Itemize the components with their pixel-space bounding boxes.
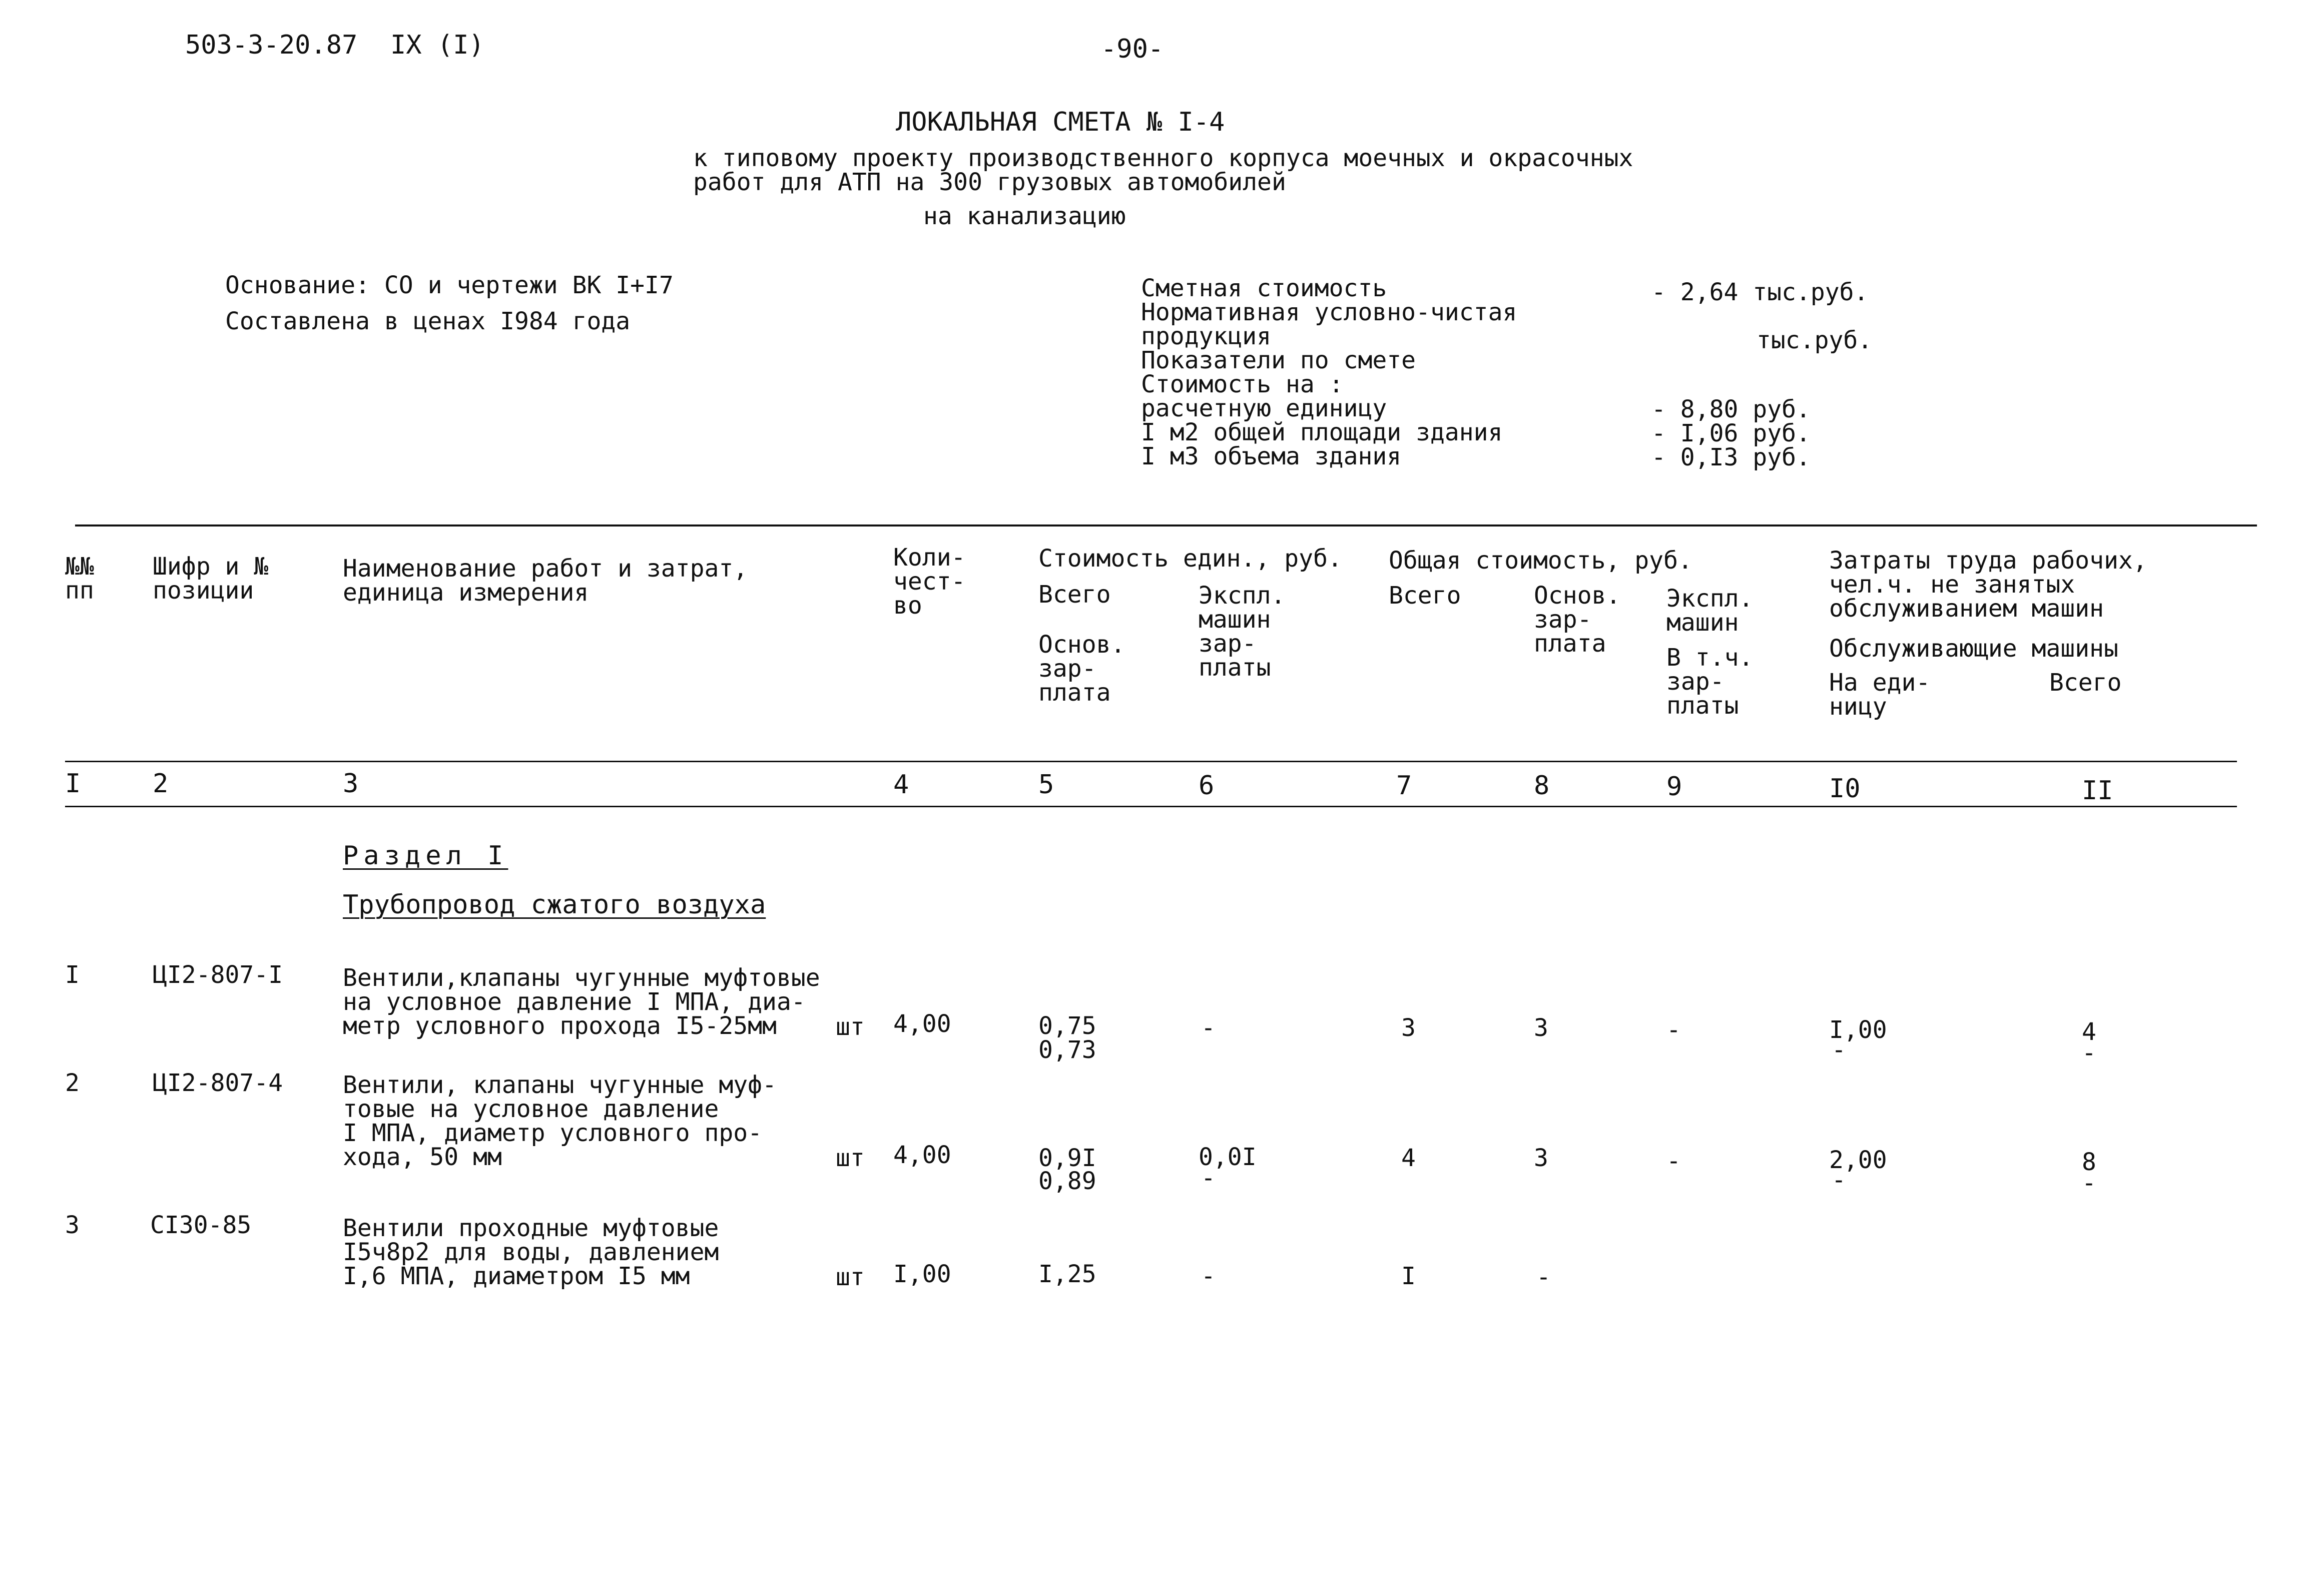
row-unit-total: I,25 — [1038, 1260, 1096, 1288]
title-subline-3: на канализацию — [923, 202, 1126, 230]
row-total-machines: - — [1666, 1147, 1681, 1175]
document-title: ЛОКАЛЬНАЯ СМЕТА № I-4 — [896, 107, 1225, 137]
col-header-number: №№ пп — [65, 553, 94, 605]
row-total-wage: 3 — [1534, 1014, 1548, 1042]
cost-label-indicators: Показатели по смете — [1141, 346, 1416, 374]
column-number-6: 6 — [1199, 771, 1215, 801]
column-number-7: 7 — [1396, 771, 1412, 801]
row-labor-total: 4 — [2082, 1018, 2096, 1046]
row-unit-wage: 0,89 — [1038, 1167, 1096, 1195]
column-number-4: 4 — [893, 770, 909, 800]
column-number-11: II — [2082, 776, 2113, 806]
section-subtitle: Трубопровод сжатого воздуха — [343, 890, 766, 920]
row-labor-total-sub: - — [2082, 1169, 2096, 1197]
row-unit: шт — [836, 1013, 865, 1041]
col-header-total-total: Всего — [1389, 582, 1461, 610]
cost-value-estimated: - 2,64 тыс.руб. — [1651, 278, 1869, 306]
col-header-total-machines: Экспл. машин — [1666, 585, 1754, 637]
title-subline-1: к типовому проекту производственного корпуса моечных и окрасочных — [693, 144, 1633, 172]
row-number: 3 — [65, 1211, 80, 1239]
row-unit-machines: - — [1201, 1014, 1216, 1042]
row-labor-per-unit: 2,00 — [1829, 1146, 1887, 1174]
col-header-unit-cost: Стоимость един., руб. — [1038, 545, 1342, 573]
cost-label-net-product: Нормативная условно-чистая — [1141, 298, 1517, 326]
col-header-labor: Затраты труда рабочих, чел.ч. не занятых обслуживанием машин — [1829, 547, 2147, 623]
row-total: 4 — [1401, 1144, 1416, 1172]
row-unit-total: 0,9I — [1038, 1144, 1096, 1172]
table-top-rule — [75, 524, 2257, 526]
row-unit-machines-sub: - — [1201, 1164, 1216, 1192]
header-bottom-rule — [65, 761, 2237, 762]
cost-label-m2: I м2 общей площади здания — [1141, 418, 1503, 446]
cost-value-per-m2: - I,06 руб. — [1651, 419, 1811, 447]
cost-label-m3: I м3 объема здания — [1141, 442, 1402, 470]
row-labor-per-unit: I,00 — [1829, 1016, 1887, 1044]
row-number: 2 — [65, 1069, 80, 1097]
col-header-unit-machines: Экспл. машин зар- платы — [1199, 582, 1286, 682]
row-unit-wage: 0,73 — [1038, 1036, 1096, 1064]
price-year-line: Составлена в ценах I984 года — [225, 307, 631, 335]
column-number-10: I0 — [1829, 774, 1861, 804]
column-number-1: I — [65, 769, 81, 799]
column-numbers-rule — [65, 806, 2237, 807]
row-unit: шт — [836, 1144, 865, 1172]
row-labor-total: 8 — [2082, 1148, 2096, 1176]
row-quantity: 4,00 — [893, 1141, 951, 1169]
col-header-quantity: Коли- чест- во — [893, 544, 966, 620]
col-header-labor-per-unit: На еди- ницу — [1829, 669, 1931, 721]
row-total: 3 — [1401, 1014, 1416, 1042]
col-header-code: Шифр и № позиции — [153, 553, 269, 605]
column-number-9: 9 — [1666, 772, 1682, 802]
row-description: Вентили, клапаны чугунные муф- товые на условное давление I МПА, диаметр условного про- хода, 50 мм — [343, 1071, 777, 1171]
row-quantity: 4,00 — [893, 1010, 951, 1038]
cost-value-net-product: тыс.руб. — [1757, 326, 1873, 354]
row-total: I — [1401, 1262, 1416, 1290]
column-number-2: 2 — [153, 769, 169, 799]
row-quantity: I,00 — [893, 1260, 951, 1288]
column-number-3: 3 — [343, 769, 359, 799]
row-code: ЦI2-807-4 — [153, 1069, 283, 1097]
row-labor-total-sub: - — [2082, 1039, 2096, 1067]
cost-label-product: продукция — [1141, 322, 1272, 350]
col-header-total-wage: Основ. зар- плата — [1534, 582, 1621, 658]
row-total-machines: - — [1666, 1016, 1681, 1044]
row-code: СI30-85 — [150, 1211, 252, 1239]
page-number: -90- — [1101, 34, 1164, 64]
cost-label-cost-per: Стоимость на : — [1141, 370, 1344, 398]
cost-label-unit: расчетную единицу — [1141, 394, 1387, 422]
row-unit-machines: - — [1201, 1262, 1216, 1290]
col-header-total-machines-wage: В т.ч. зар- платы — [1666, 644, 1754, 720]
row-unit-machines: 0,0I — [1199, 1143, 1257, 1171]
doc-code: 503-3-20.87 — [185, 30, 358, 60]
row-unit-total: 0,75 — [1038, 1012, 1096, 1040]
row-labor-per-unit-sub: - — [1832, 1036, 1846, 1064]
col-header-labor-total: Всего — [2049, 669, 2122, 697]
row-total-wage: 3 — [1534, 1144, 1548, 1172]
title-subline-2: работ для АТП на 300 грузовых автомобилей — [693, 168, 1286, 196]
sheet-number: IX (I) — [390, 30, 484, 60]
col-header-total-cost: Общая стоимость, руб. — [1389, 547, 1692, 575]
cost-value-per-m3: - 0,I3 руб. — [1651, 443, 1811, 471]
row-unit: шт — [836, 1263, 865, 1291]
row-description: Вентили проходные муфтовые I5ч8р2 для воды, давлением I,6 МПА, диаметром I5 мм — [343, 1214, 719, 1290]
col-header-unit-total: Всего — [1038, 581, 1111, 609]
col-header-labor-service: Обслуживающие машины — [1829, 635, 2118, 663]
col-header-unit-wage: Основ. зар- плата — [1038, 631, 1125, 707]
row-total-wage: - — [1536, 1263, 1551, 1291]
row-labor-per-unit-sub: - — [1832, 1166, 1846, 1194]
cost-label-estimated: Сметная стоимость — [1141, 274, 1387, 302]
column-number-5: 5 — [1038, 770, 1054, 800]
cost-value-per-unit: - 8,80 руб. — [1651, 395, 1811, 423]
row-code: ЦI2-807-I — [153, 961, 283, 989]
col-header-name: Наименование работ и затрат, единица измерения — [343, 555, 748, 607]
basis-line: Основание: СО и чертежи ВК I+I7 — [225, 271, 674, 299]
column-number-8: 8 — [1534, 771, 1550, 801]
section-title: Раздел I — [343, 841, 508, 871]
row-number: I — [65, 961, 80, 989]
row-description: Вентили,клапаны чугунные муфтовые на условное давление I МПА, диа- метр условного прохода I5-25мм — [343, 964, 820, 1040]
